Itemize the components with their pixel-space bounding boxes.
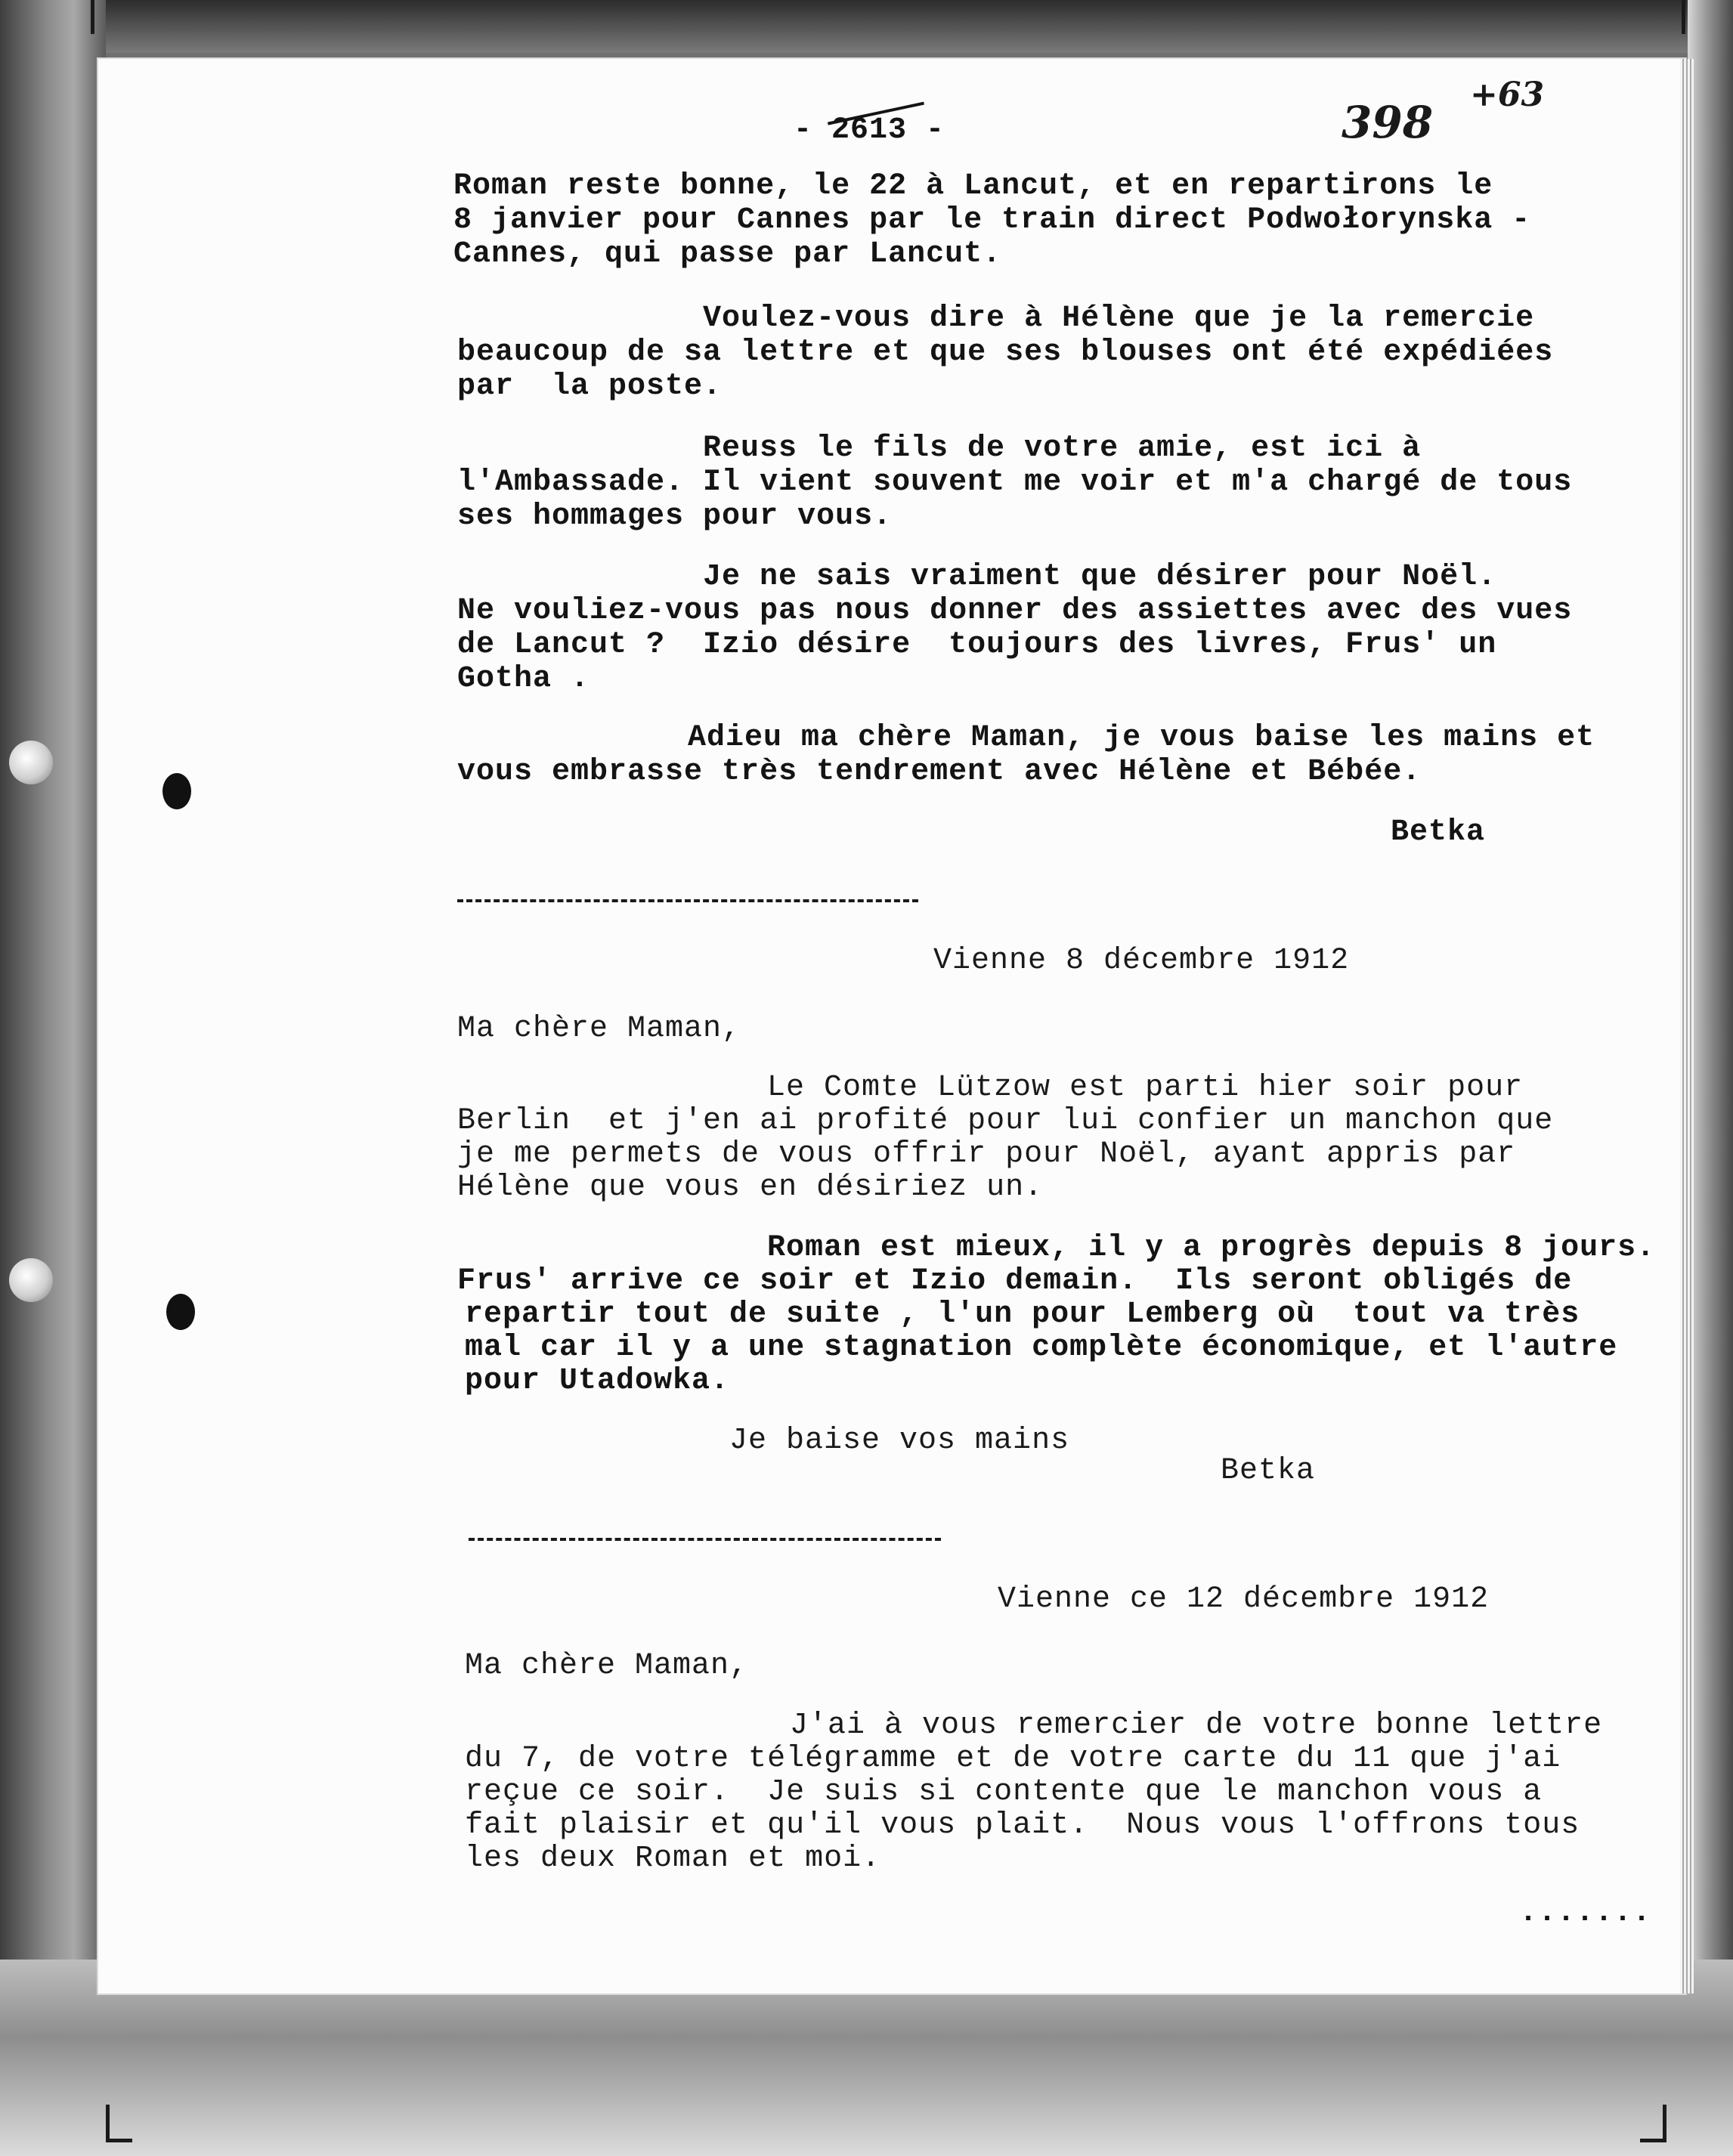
salutation: Ma chère Maman, <box>457 1012 741 1046</box>
text-line: Gotha . <box>457 662 590 696</box>
text-line: de Lancut ? Izio désire toujours des livres, Frus' un <box>457 628 1497 662</box>
text-line: Ne vouliez-vous pas nous donner des assiettes avec des vues <box>457 594 1573 628</box>
text-line: 8 janvier pour Cannes par le train direct Podwołorynska - <box>453 203 1531 237</box>
text-line: Adieu ma chère Maman, je vous baise les mains et <box>688 721 1595 755</box>
signature: Betka <box>1391 815 1486 849</box>
text-line: Hélène que vous en désiriez un. <box>457 1171 1044 1205</box>
text-line: ses hommages pour vous. <box>457 500 893 534</box>
page-number: - 2613 - <box>794 113 945 147</box>
binder-ring-hole <box>9 1258 53 1302</box>
text-line: Roman est mieux, il y a progrès depuis 8 jours. <box>767 1231 1656 1265</box>
text-line: Je ne sais vraiment que désirer pour Noël. <box>703 560 1497 594</box>
text-line: par la poste. <box>457 370 723 404</box>
text-line: les deux Roman et moi. <box>465 1842 881 1876</box>
text-line: Voulez-vous dire à Hélène que je la remercie <box>703 302 1535 336</box>
text-line: reçue ce soir. Je suis si contente que le manchon vous a <box>465 1775 1543 1809</box>
closing: Je baise vos mains <box>729 1424 1070 1458</box>
text-line: l'Ambassade. Il vient souvent me voir et m'a chargé de tous <box>457 466 1573 500</box>
letter-date: Vienne ce 12 décembre 1912 <box>998 1582 1490 1616</box>
text-line: vous embrasse très tendrement avec Hélène et Bébée. <box>457 755 1422 789</box>
crop-mark <box>1640 2105 1666 2142</box>
signature: Betka <box>1221 1454 1316 1488</box>
text-line: du 7, de votre télégramme et de votre carte du 11 que j'ai <box>465 1742 1561 1776</box>
text-line: Roman reste bonne, le 22 à Lancut, et en repartirons le <box>453 169 1493 203</box>
text-line: repartir tout de suite , l'un pour Lemberg où tout va très <box>465 1298 1580 1332</box>
binder-right-edge <box>1688 0 1733 2156</box>
binder-left-edge <box>0 0 106 2156</box>
crop-mark <box>106 2105 132 2142</box>
crop-mark <box>91 0 117 34</box>
text-line: J'ai à vous remercier de votre bonne lettre <box>790 1709 1603 1743</box>
letter-date: Vienne 8 décembre 1912 <box>933 944 1350 978</box>
binder-top-edge <box>0 0 1733 53</box>
handwritten-page-number: 398 <box>1342 97 1434 148</box>
continuation-dots: ....... <box>1519 1896 1652 1930</box>
text-line: Berlin et j'en ai profité pour lui confier un manchon que <box>457 1104 1554 1138</box>
separator-rule <box>469 1538 941 1541</box>
salutation: Ma chère Maman, <box>465 1649 749 1683</box>
text-line: Cannes, qui passe par Lancut. <box>453 237 1002 271</box>
crop-mark <box>1659 0 1685 34</box>
handwritten-folio-number: +63 <box>1470 76 1545 114</box>
separator-rule <box>457 899 918 902</box>
punch-mark <box>166 1294 195 1330</box>
text-line: beaucoup de sa lettre et que ses blouses ont été expédiées <box>457 336 1554 370</box>
punch-mark <box>162 773 191 809</box>
text-line: fait plaisir et qu'il vous plait. Nous vous l'offrons tous <box>465 1808 1580 1842</box>
text-line: Frus' arrive ce soir et Izio demain. Ils seront obligés de <box>457 1264 1573 1298</box>
text-line: je me permets de vous offrir pour Noël, ayant appris par <box>457 1137 1516 1171</box>
binder-ring-hole <box>9 741 53 784</box>
stacked-pages-edge <box>1680 59 1694 1994</box>
text-line: pour Utadowka. <box>465 1364 730 1398</box>
text-line: Le Comte Lützow est parti hier soir pour <box>767 1071 1524 1105</box>
text-line: mal car il y a une stagnation complète économique, et l'autre <box>465 1331 1618 1365</box>
text-line: Reuss le fils de votre amie, est ici à <box>703 432 1422 466</box>
